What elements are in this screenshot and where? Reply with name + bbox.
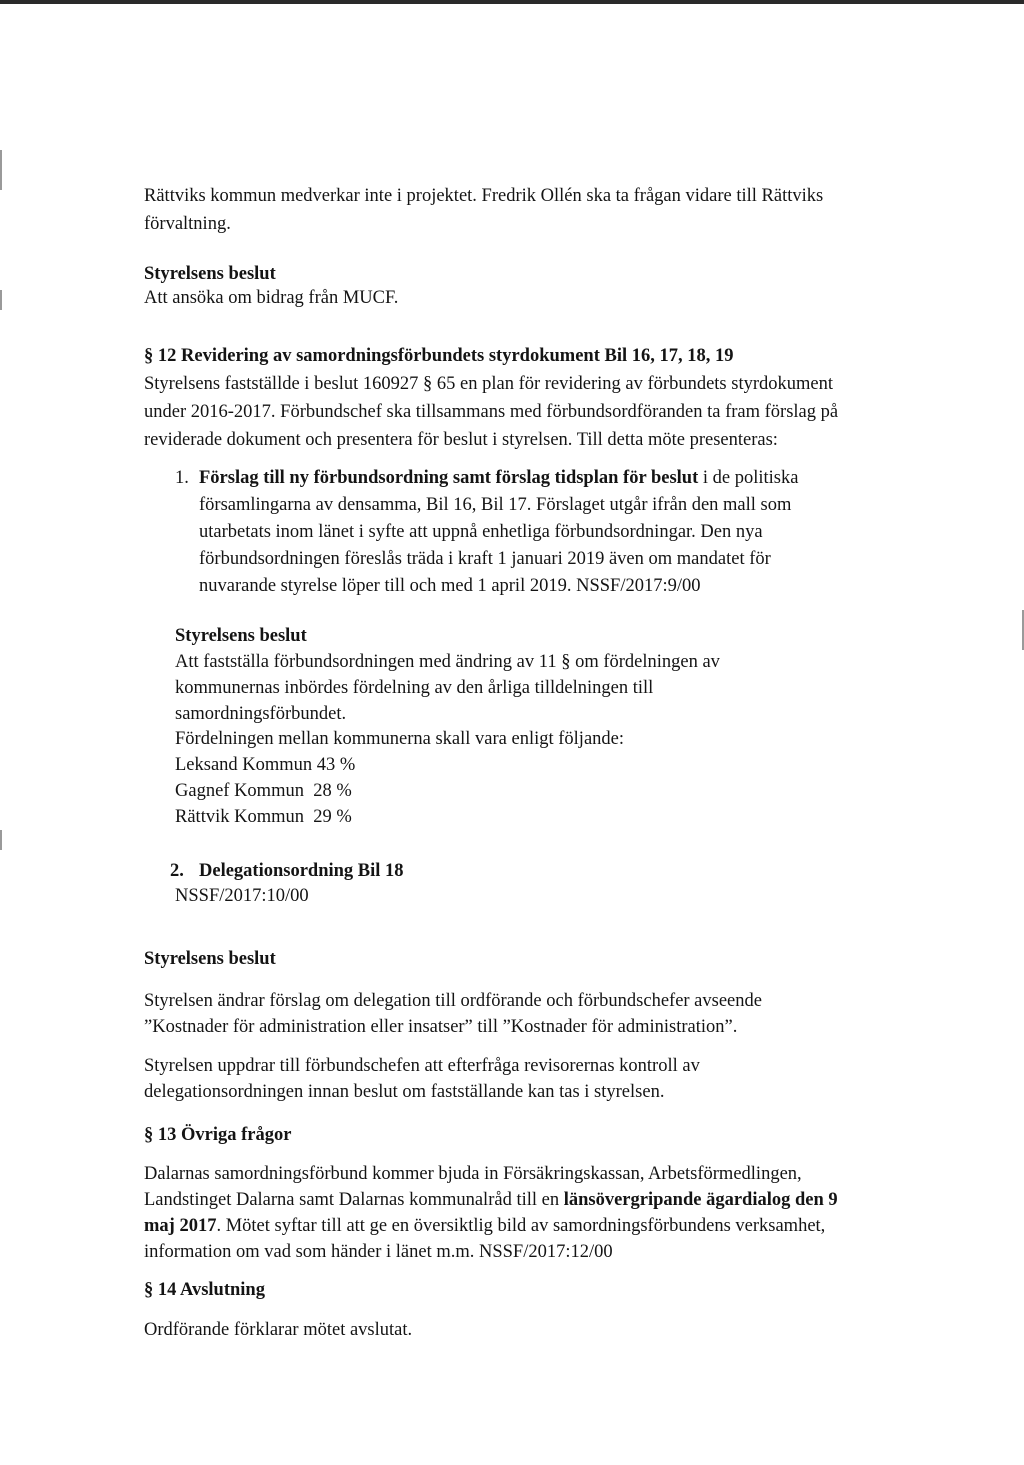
decision-text: kommunernas inbördes fördelning av den årliga tilldelningen till [175, 678, 654, 698]
list-number: 2. [170, 861, 184, 881]
list-item-line: utarbetats inom länet i syfte att uppnå enhetliga förbundsordningar. Den nya [199, 522, 763, 542]
distribution-row: Gagnef Kommun 28 % [175, 781, 352, 801]
paragraph-line: Rättviks kommun medverkar inte i projektet. Fredrik Ollén ska ta frågan vidare till Rättviks [144, 186, 824, 206]
list-number: 1. [175, 468, 189, 488]
paragraph-line: Styrelsens fastställde i beslut 160927 § 65 en plan för revidering av förbundets styrdokument [144, 374, 833, 394]
section-heading-13: § 13 Övriga frågor [144, 1125, 292, 1145]
paragraph-line: förvaltning. [144, 214, 231, 234]
scan-edge-mark [0, 830, 2, 850]
decision-heading: Styrelsens beslut [175, 626, 307, 646]
paragraph-line [144, 1188, 838, 1212]
scan-edge-mark [0, 290, 2, 310]
emphasis-text: länsövergripande ägardialog den 9 [563, 1190, 838, 1210]
list-item-line: församlingarna av densamma, Bil 16, Bil 17. Förslaget utgår ifrån den mall som [199, 495, 792, 515]
decision-text: delegationsordningen innan beslut om fastställande kan tas i styrelsen. [144, 1082, 665, 1102]
decision-text: Att fastställa förbundsordningen med ändring av 11 § om fördelningen av [175, 652, 720, 672]
decision-text: samordningsförbundet. [175, 704, 347, 724]
scan-edge-mark [0, 150, 2, 190]
paragraph-text: Landstinget Dalarna samt Dalarnas kommunalråd till en [144, 1190, 564, 1210]
list-item-text: i de politiska [698, 468, 799, 488]
paragraph-line: reviderade dokument och presentera för beslut i styrelsen. Till detta möte presenteras: [144, 430, 778, 450]
paragraph-text: . Mötet syftar till att ge en översiktlig bild av samordningsförbundens verksamhet, [216, 1216, 826, 1236]
decision-text: ”Kostnader för administration eller insatser” till ”Kostnader för administration”. [144, 1017, 738, 1037]
section-heading-14: § 14 Avslutning [144, 1280, 265, 1300]
decision-text: Att ansöka om bidrag från MUCF. [144, 288, 399, 308]
paragraph-line [144, 1214, 825, 1238]
paragraph-line: under 2016-2017. Förbundschef ska tillsammans med förbundsordföranden ta fram förslag på [144, 402, 839, 422]
paragraph-line: Dalarnas samordningsförbund kommer bjuda in Försäkringskassan, Arbetsförmedlingen, [144, 1164, 802, 1184]
decision-heading: Styrelsens beslut [144, 264, 276, 284]
decision-text: Fördelningen mellan kommunerna skall vara enligt följande: [175, 729, 625, 749]
decision-text: Styrelsen ändrar förslag om delegation till ordförande och förbundschefer avseende [144, 991, 762, 1011]
decision-text: Styrelsen uppdrar till förbundschefen att efterfråga revisorernas kontroll av [144, 1056, 700, 1076]
list-item-line: nuvarande styrelse löper till och med 1 april 2019. NSSF/2017:9/00 [199, 576, 701, 596]
distribution-row: Leksand Kommun 43 % [175, 755, 356, 775]
paragraph-line: information om vad som händer i länet m.m. NSSF/2017:12/00 [144, 1242, 613, 1262]
scan-top-border [0, 0, 1024, 4]
distribution-row: Rättvik Kommun 29 % [175, 807, 352, 827]
list-item-line: förbundsordningen föreslås träda i kraft 1 januari 2019 även om mandatet för [199, 549, 771, 569]
reference-number: NSSF/2017:10/00 [175, 886, 309, 906]
section-heading-12: § 12 Revidering av samordningsförbundets styrdokument Bil 16, 17, 18, 19 [144, 346, 734, 366]
decision-heading: Styrelsens beslut [144, 949, 276, 969]
emphasis-text: maj 2017 [144, 1216, 217, 1236]
paragraph-line: Ordförande förklarar mötet avslutat. [144, 1320, 413, 1340]
list-item-line [199, 466, 798, 490]
list-item-title: Delegationsordning Bil 18 [199, 861, 404, 881]
list-item-title: Förslag till ny förbundsordning samt förslag tidsplan för beslut [199, 468, 699, 488]
